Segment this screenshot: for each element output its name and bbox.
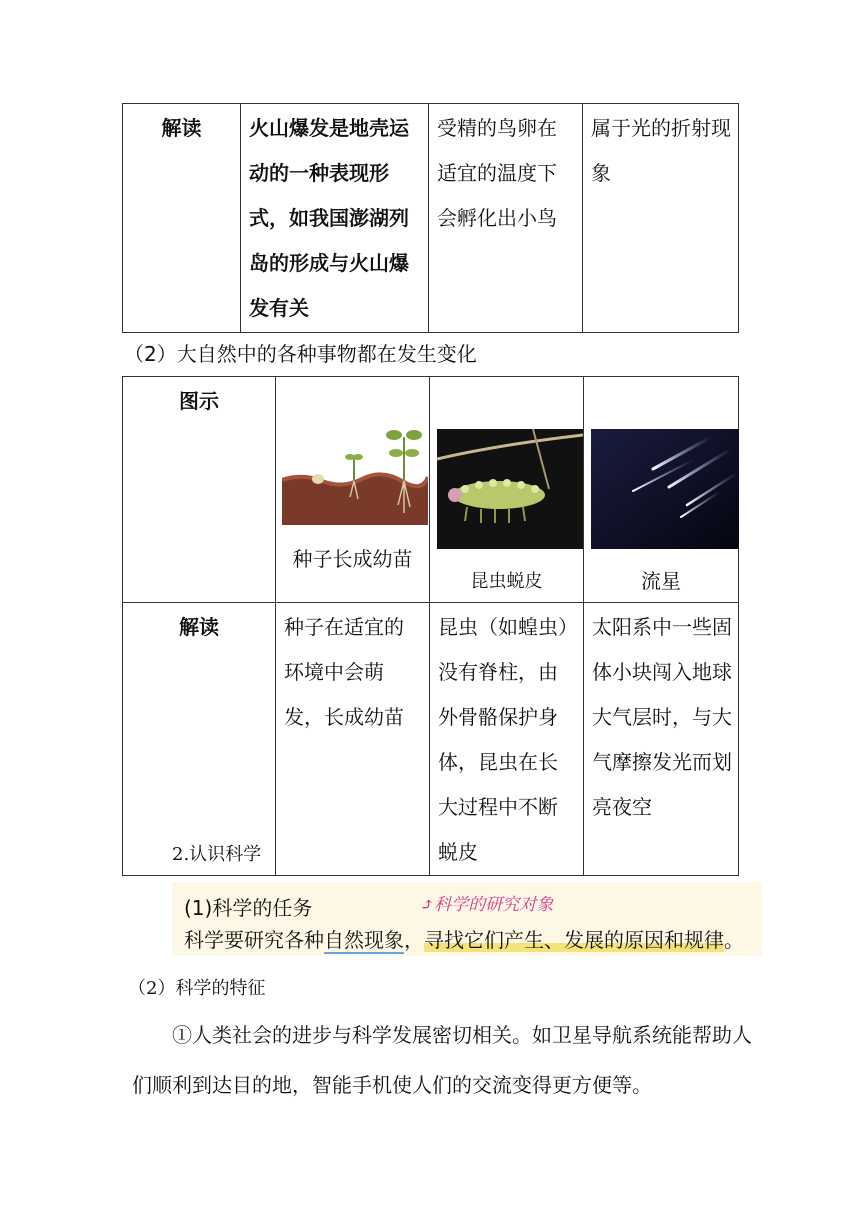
meteor-interpretation: 太阳系中一些固体小块闯入地球大气层时，与大气摩擦发光而划亮夜空 xyxy=(584,603,739,876)
refraction-interpretation: 属于光的折射现象 xyxy=(583,104,739,333)
meteor-caption: 流星 xyxy=(641,569,681,593)
nature-changes-table xyxy=(122,376,739,876)
row-header-interpretation-2: 解读 xyxy=(123,603,276,876)
science-task-title: (1)科学的任务 xyxy=(184,896,313,920)
row-header-illustration: 图示 xyxy=(123,377,276,603)
seedling-caption: 种子长成幼苗 xyxy=(292,547,413,571)
meteor-image xyxy=(591,429,739,549)
seedling-image xyxy=(282,425,428,525)
interpretation-table-1 xyxy=(122,103,739,333)
egg-interpretation: 受精的鸟卵在适宜的温度下会孵化出小鸟 xyxy=(429,104,583,333)
heading-know-science: 2.认识科学 xyxy=(172,844,262,865)
section-title-nature-changes: （2）大自然中的各种事物都在发生变化 xyxy=(124,342,477,366)
volcano-interpretation: 火山爆发是地壳运动的一种表现形式，如我国澎湖列岛的形成与火山爆发有关 xyxy=(241,104,429,333)
paragraph-science-progress: ①人类社会的进步与科学发展密切相关。如卫星导航系统能帮助人们顺利到达目的地，智能手机使人们的交流变得更方便等。 xyxy=(132,1023,752,1097)
seedling-interpretation: 种子在适宜的环境中会萌发，长成幼苗 xyxy=(276,603,430,876)
insect-interpretation: 昆虫（如蝗虫）没有脊柱，由外骨骼保护身体，昆虫在长大过程中不断蜕皮 xyxy=(430,603,584,876)
handwritten-note: ⤴科学的研究对象 xyxy=(420,895,554,915)
insect-cell xyxy=(430,377,584,603)
insect-caption: 昆虫蜕皮 xyxy=(470,571,543,592)
arrow-icon: ⤴ xyxy=(420,895,435,915)
subheading-science-features: （2）科学的特征 xyxy=(128,978,266,999)
seedling-cell xyxy=(276,377,430,603)
science-task-box xyxy=(172,882,762,956)
row-header-interpretation: 解读 xyxy=(123,104,241,333)
caterpillar-image xyxy=(437,429,583,549)
meteor-cell xyxy=(584,377,739,603)
science-task-text: 科学要研究各种自然现象，寻找它们产生、发展的原因和规律。 xyxy=(184,928,744,952)
